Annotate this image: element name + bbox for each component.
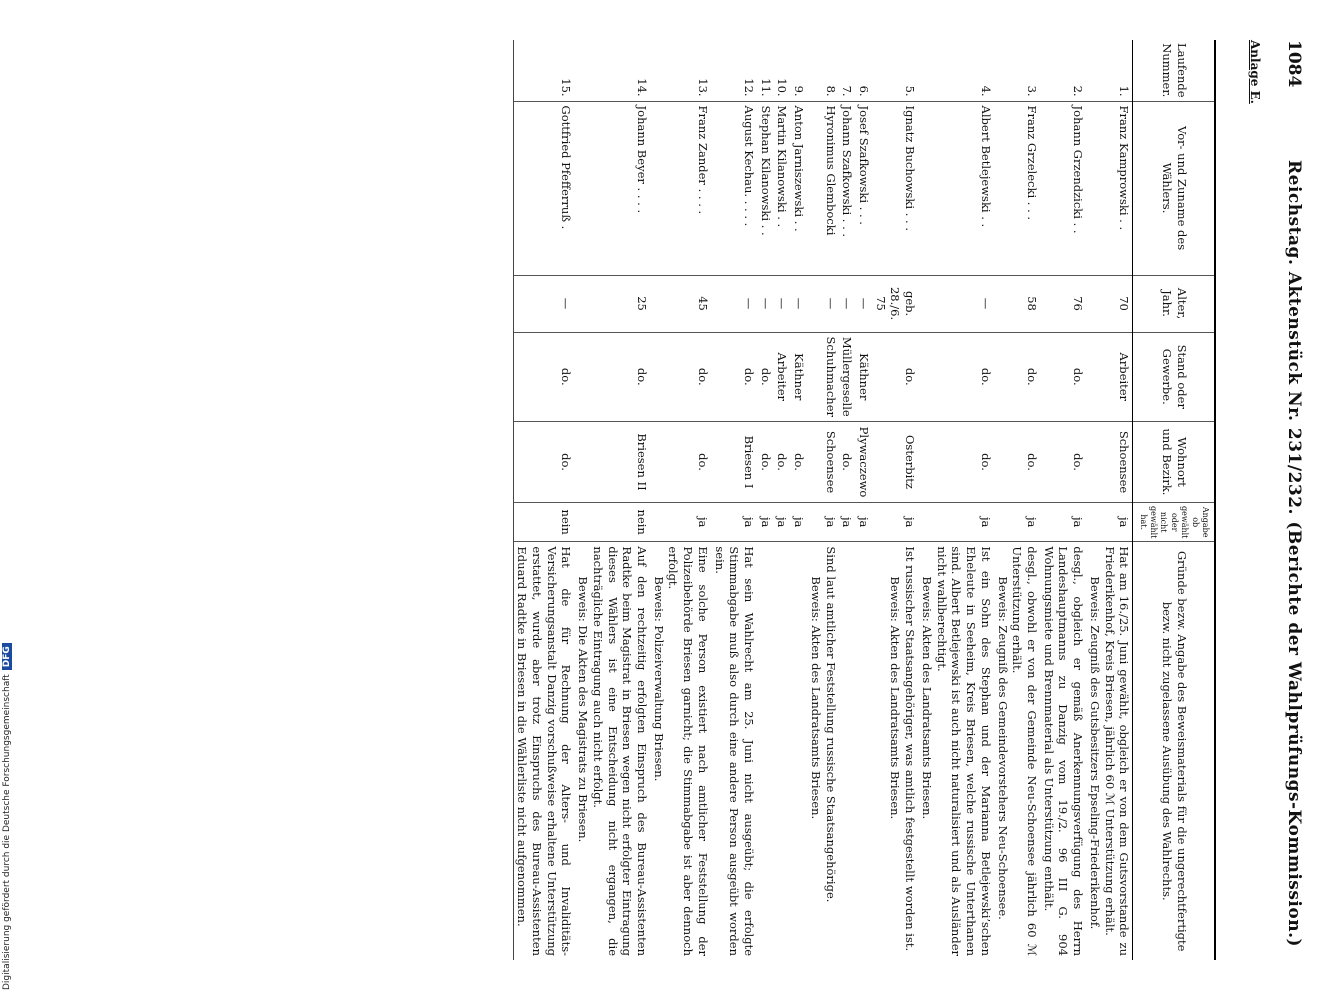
cell-stand: Schuhmacher xyxy=(807,332,838,421)
cell-name: Stephan Kilanowski . . xyxy=(757,101,774,275)
table-row xyxy=(790,40,807,960)
cell-stand: do. xyxy=(650,332,711,421)
cell-ort: do. xyxy=(757,422,774,503)
cell-name: Gottfried Pfefferruß . xyxy=(513,101,574,275)
cell-num: 8. xyxy=(823,85,838,97)
table-row xyxy=(839,40,856,960)
table-row xyxy=(711,40,757,960)
cell-age: 76 xyxy=(1040,275,1086,332)
cell-ab: ja xyxy=(839,503,856,542)
cell-name: Anton Jarniszewski . . xyxy=(790,101,807,275)
table-row xyxy=(757,40,774,960)
cell-ab: ja xyxy=(650,503,711,542)
reason-text: desgl., obwohl er von der Gemeinde Neu-Schoensee jährlich 60 ℳ Unterstützung erhält. xyxy=(1010,546,1039,956)
cell-age: — xyxy=(757,275,774,332)
cell-num: 14. xyxy=(634,78,649,97)
cell-stand: Arbeiter xyxy=(774,332,791,421)
cell-gruende xyxy=(994,542,1040,960)
page-title: Reichstag. Aktenstück Nr. 231/232. (Berichte der Wahlprüfungs-Kommission.) xyxy=(1284,160,1304,948)
cell-num: 2. xyxy=(1071,85,1086,97)
cell-name: Martin Kilanowski . . xyxy=(774,101,791,275)
cell-ab: ja xyxy=(872,503,918,542)
cell-age: — xyxy=(839,275,856,332)
funding-text: Digitalisierung gefördert durch die Deutsche Forschungsgemeinschaft xyxy=(2,674,12,990)
cell-num: 12. xyxy=(742,78,757,97)
cell-age: — xyxy=(918,275,994,332)
cell-ab: ja xyxy=(757,503,774,542)
beweis-text: Beweis: Akten des Landratsamts Briesen. xyxy=(808,576,823,820)
table-header-row xyxy=(1133,40,1215,960)
cell-ab: ja xyxy=(774,503,791,542)
cell-ab: ja xyxy=(711,503,757,542)
page-number: 1084 xyxy=(1284,40,1304,88)
cell-ort: Schoensee xyxy=(807,422,838,503)
table-row xyxy=(774,40,791,960)
cell-gruende xyxy=(807,542,838,960)
cell-age: — xyxy=(790,275,807,332)
table-body xyxy=(513,40,1133,960)
cell-stand: do. xyxy=(513,332,574,421)
col-nummer: Laufende Nummer. xyxy=(1133,40,1215,101)
cell-num: 4. xyxy=(978,85,993,97)
cell-gruende xyxy=(513,542,574,960)
cell-ort: Osterbitz xyxy=(872,422,918,503)
reason-text: Hat am 16./25. Juni gewählt, obgleich er von dem Gutsvorstande zu Friederikenhof, Kreis Briesen, jährlich 60 ℳ Unterstützung erhält. xyxy=(1102,546,1132,956)
cell-num: 1. xyxy=(1117,85,1132,97)
beweis-text: Beweis: Die Akten des Magistrats zu Briesen. xyxy=(576,576,591,843)
running-header xyxy=(1274,40,1304,960)
reason-text: Hat die für Rechnung der Alters- und Invaliditäts-Versicherungsanstalt Danzig vorschußweise erhaltene Unterstützung erstattet, wurde aber trotz Einspruchs des Bureau-Assistenten Eduard Radtke in Briesen in die Wählerliste nicht aufgenommen. xyxy=(515,546,574,956)
cell-ab: nein xyxy=(574,503,650,542)
col-wohnort: Wohnort und Bezirk. xyxy=(1133,422,1215,503)
cell-num: 3. xyxy=(1024,85,1039,97)
cell-ab: ja xyxy=(790,503,807,542)
cell-ort: do. xyxy=(774,422,791,503)
cell-name: Johann Szafkowski . . . xyxy=(839,101,856,275)
cell-stand: do. xyxy=(574,332,650,421)
cell-ort: Schoensee xyxy=(1086,422,1133,503)
cell-gruende xyxy=(774,542,791,960)
col-stand: Stand oder Gewerbe. xyxy=(1133,332,1215,421)
beweis-text: Beweis: Zeugniß des Gemeindevorstehers Neu-Schoensee. xyxy=(995,576,1010,920)
beweis-text: Beweis: Polizeiverwaltung Briesen. xyxy=(651,576,666,782)
table-row xyxy=(872,40,918,960)
cell-gruende xyxy=(1040,542,1086,960)
table-row xyxy=(918,40,994,960)
cell-num: 10. xyxy=(775,78,790,97)
cell-gruende xyxy=(1086,542,1133,960)
cell-name: Ignatz Buchowski . . . xyxy=(872,101,918,275)
voter-table xyxy=(513,40,1216,960)
cell-stand: do. xyxy=(711,332,757,421)
cell-gruende xyxy=(839,542,856,960)
cell-age: — xyxy=(513,275,574,332)
cell-ort: do. xyxy=(650,422,711,503)
cell-name: Hyronimus Glembocki xyxy=(807,101,838,275)
cell-age: geb. 28./6. 75 xyxy=(872,275,918,332)
cell-gruende xyxy=(855,542,872,960)
table-row xyxy=(1086,40,1133,960)
cell-stand: do. xyxy=(918,332,994,421)
table-row xyxy=(1040,40,1086,960)
cell-gruende xyxy=(574,542,650,960)
cell-stand: Arbeiter xyxy=(1086,332,1133,421)
cell-ab: ja xyxy=(994,503,1040,542)
cell-stand: do. xyxy=(872,332,918,421)
cell-num: 13. xyxy=(695,78,710,97)
table-row xyxy=(994,40,1040,960)
dfg-logo: DFG xyxy=(2,643,12,670)
cell-ort: Briesen I xyxy=(711,422,757,503)
cell-name: Franz Kamprowski . . xyxy=(1086,101,1133,275)
cell-stand: do. xyxy=(1040,332,1086,421)
col-name: Vor- und Zuname des Wählers. xyxy=(1133,101,1215,275)
cell-ab: nein xyxy=(513,503,574,542)
table-row xyxy=(650,40,711,960)
cell-name: Franz Zander . . . . xyxy=(650,101,711,275)
table-row xyxy=(855,40,872,960)
cell-num: 5. xyxy=(903,85,918,97)
cell-age: — xyxy=(855,275,872,332)
cell-ort: do. xyxy=(839,422,856,503)
beweis-text: Beweis: Akten des Landratsamts Briesen. xyxy=(888,576,903,820)
cell-gruende xyxy=(650,542,711,960)
cell-ort: Plywaczewo xyxy=(855,422,872,503)
reason-text: Ist russischer Staatsangehöriger, was amtlich festgestellt worden ist. xyxy=(903,546,918,952)
cell-stand: Käthner xyxy=(790,332,807,421)
cell-name: Johann Beyer . . . . xyxy=(574,101,650,275)
beweis-text: Beweis: Akten des Landratsamts Briesen. xyxy=(919,576,934,820)
cell-ort: Briesen II xyxy=(574,422,650,503)
cell-name: Albert Betlejewski . . xyxy=(918,101,994,275)
table-row xyxy=(574,40,650,960)
table-row xyxy=(513,40,574,960)
cell-ab: ja xyxy=(807,503,838,542)
col-angabe: Angabe ob gewählt oder nicht gewählt hat. xyxy=(1133,503,1215,542)
reason-text: Auf den rechtzeitig erfolgten Einspruch des Bureau-Assistenten Radtke beim Magistrat in Briesen wegen nicht erfolgter Eintragung dieses Wählers ist eine Entscheidung nicht ergangen, die nachträgliche Eintragung auch nicht erfolgt. xyxy=(590,546,649,956)
reason-text: Sind laut amtlicher Feststellung russische Staatsangehörige. xyxy=(823,546,838,903)
cell-ort: do. xyxy=(918,422,994,503)
cell-gruende xyxy=(790,542,807,960)
reason-text: Eine solche Person existiert nach amtlicher Feststellung der Polizeibehörde Briesen garnicht; die Stimmabgabe ist aber dennoch erfolgt. xyxy=(666,546,710,956)
table-row xyxy=(807,40,838,960)
cell-ab: ja xyxy=(855,503,872,542)
cell-name: Josef Szafkowski . . . xyxy=(855,101,872,275)
cell-age: 58 xyxy=(994,275,1040,332)
anlage-label: Anlage E. xyxy=(1248,40,1262,104)
cell-ab: ja xyxy=(1086,503,1133,542)
cell-num: 15. xyxy=(513,40,574,101)
col-alter: Alter, Jahr. xyxy=(1133,275,1215,332)
cell-ort: do. xyxy=(994,422,1040,503)
cell-name: Franz Grzelecki . . . xyxy=(994,101,1040,275)
cell-gruende xyxy=(918,542,994,960)
col-gruende: Gründe bezw. Angabe des Beweismaterials für die ungerechtfertigte bezw. nicht zugelassene Ausübung des Wahlrechts. xyxy=(1133,542,1215,960)
cell-stand: do. xyxy=(994,332,1040,421)
cell-num: 7. xyxy=(840,85,855,97)
cell-ab: ja xyxy=(918,503,994,542)
reason-text: Ist ein Sohn des Stephan und der Marianna Betlejewski’schen Eheleute in Seeheim, Kreis Briesen, welche russische Unterthanen sind. Albert Betlejewski ist auch nicht naturalisiert und als Ausländer nicht wahlberechtigt. xyxy=(934,546,993,956)
cell-name: Johann Grzendzicki . . xyxy=(1040,101,1086,275)
cell-stand: Müllergeselle xyxy=(839,332,856,421)
cell-stand: Käthner xyxy=(855,332,872,421)
cell-age: 25 xyxy=(574,275,650,332)
cell-age: — xyxy=(711,275,757,332)
beweis-text: Beweis: Zeugniß des Gutsbesitzers Epseling-Friederikenhof. xyxy=(1087,576,1102,930)
reason-text: desgl., obgleich er gemäß Anerkennungsverfügung des Herrn Landeshauptmanns zu Danzig vom 19./2. 96 III G. 904 Wohnungsmiete und Brennmaterial als Unterstützung enthält. xyxy=(1041,546,1086,956)
cell-ort: do. xyxy=(513,422,574,503)
cell-num: 6. xyxy=(857,85,872,97)
cell-age: — xyxy=(774,275,791,332)
cell-age: — xyxy=(807,275,838,332)
cell-gruende xyxy=(711,542,757,960)
cell-age: 45 xyxy=(650,275,711,332)
cell-name: August Kechau. . . . . xyxy=(711,101,757,275)
cell-age: 70 xyxy=(1086,275,1133,332)
cell-ort: do. xyxy=(790,422,807,503)
cell-stand: do. xyxy=(757,332,774,421)
cell-ab: ja xyxy=(1040,503,1086,542)
cell-num: 9. xyxy=(792,85,807,97)
cell-num: 11. xyxy=(758,78,773,97)
cell-ort: do. xyxy=(1040,422,1086,503)
reason-text: Hat sein Wahlrecht am 25. Juni nicht ausgeübt; die erfolgte Stimmabgabe muß also durch eine andere Person ausgeübt worden sein. xyxy=(712,546,757,956)
cell-gruende xyxy=(872,542,918,960)
cell-gruende xyxy=(757,542,774,960)
